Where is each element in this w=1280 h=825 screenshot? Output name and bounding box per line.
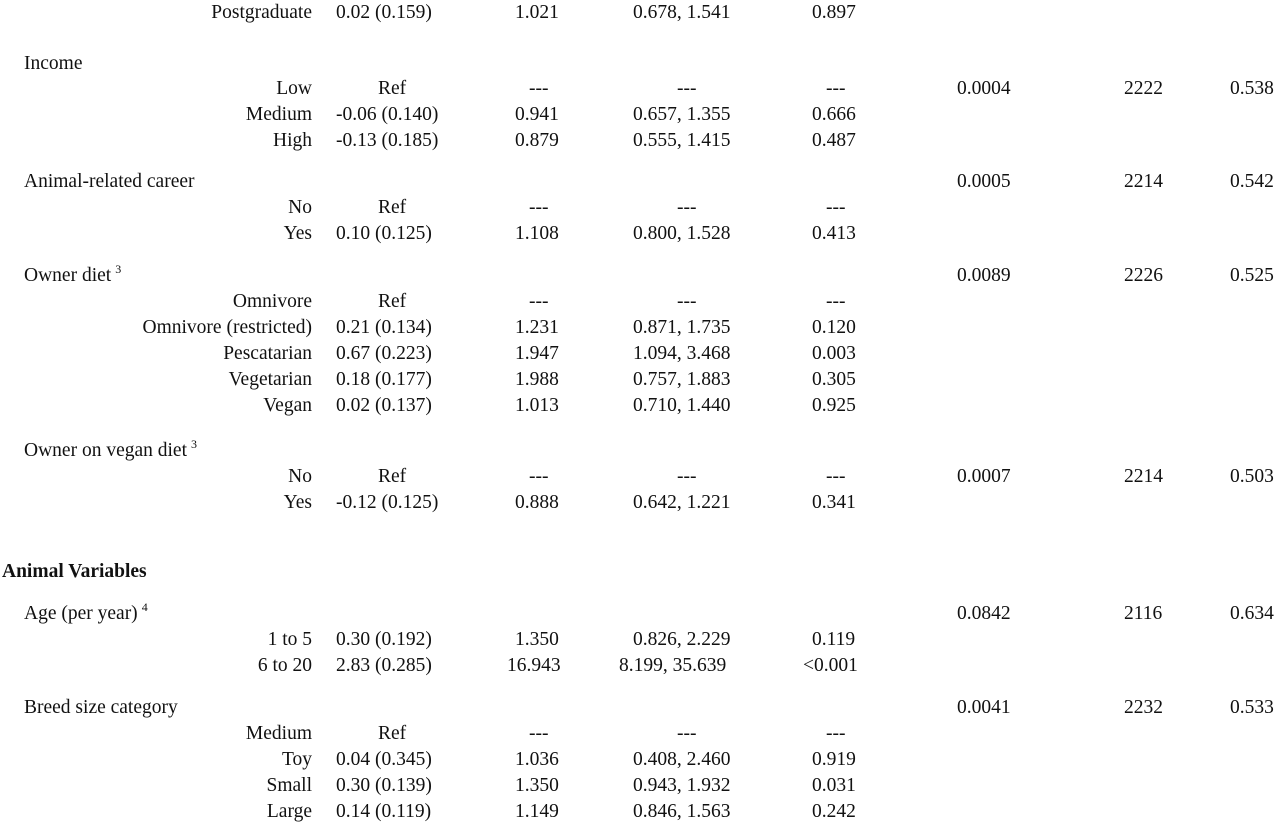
- auc-cell: 0.525: [1230, 265, 1274, 286]
- auc-cell: 0.634: [1230, 603, 1274, 624]
- or-cell: ---: [529, 197, 549, 218]
- auc-cell: 0.533: [1230, 697, 1274, 718]
- or-cell: 1.350: [515, 775, 559, 796]
- r2-cell: 0.0842: [957, 603, 1011, 624]
- n-cell: 2214: [1124, 466, 1163, 487]
- level-label: Omnivore (restricted): [142, 317, 312, 338]
- ci-cell: 0.555, 1.415: [633, 130, 731, 151]
- or-cell: ---: [529, 466, 549, 487]
- or-cell: ---: [529, 291, 549, 312]
- ci-cell: 1.094, 3.468: [633, 343, 731, 364]
- p-cell: 0.897: [812, 2, 856, 23]
- or-cell: 0.879: [515, 130, 559, 151]
- ci-cell: 0.826, 2.229: [633, 629, 731, 650]
- or-cell: 1.350: [515, 629, 559, 650]
- or-cell: 1.947: [515, 343, 559, 364]
- level-label: Vegetarian: [228, 369, 312, 390]
- level-label: Small: [266, 775, 312, 796]
- coef-cell: 0.02 (0.137): [336, 395, 432, 416]
- p-cell: ---: [826, 197, 846, 218]
- level-label: Toy: [281, 749, 312, 770]
- or-cell: 0.941: [515, 104, 559, 125]
- ci-cell: 0.846, 1.563: [633, 801, 731, 822]
- or-cell: 1.013: [515, 395, 559, 416]
- level-label: No: [288, 197, 312, 218]
- level-label: Yes: [283, 223, 312, 244]
- n-cell: 2116: [1124, 603, 1163, 624]
- coef-cell: 0.67 (0.223): [336, 343, 432, 364]
- coef-cell: -0.12 (0.125): [336, 492, 439, 513]
- n-cell: 2232: [1124, 697, 1163, 718]
- or-cell: 1.231: [515, 317, 559, 338]
- ci-cell: ---: [677, 291, 697, 312]
- p-cell: ---: [826, 291, 846, 312]
- level-label: Yes: [283, 492, 312, 513]
- ci-cell: 0.408, 2.460: [633, 749, 731, 770]
- p-cell: 0.666: [812, 104, 856, 125]
- coef-cell: Ref: [378, 291, 407, 312]
- variable-owner-diet: [24, 262, 122, 286]
- p-cell: <0.001: [803, 655, 858, 676]
- or-cell: 1.149: [515, 801, 559, 822]
- footnote-marker: 3: [115, 262, 122, 276]
- or-cell: 1.108: [515, 223, 559, 244]
- coef-cell: 2.83 (0.285): [336, 655, 432, 676]
- n-cell: 2214: [1124, 171, 1163, 192]
- or-cell: ---: [529, 78, 549, 99]
- coef-cell: 0.14 (0.119): [336, 801, 432, 822]
- coef-cell: 0.18 (0.177): [336, 369, 432, 390]
- level-label: Omnivore: [232, 291, 312, 312]
- ci-cell: ---: [677, 723, 697, 744]
- level-label: 6 to 20: [257, 655, 312, 676]
- r2-cell: 0.0007: [957, 466, 1011, 487]
- p-cell: 0.341: [812, 492, 856, 513]
- variable-career: Animal-related career: [24, 171, 195, 192]
- p-cell: 0.413: [812, 223, 856, 244]
- coef-cell: 0.21 (0.134): [336, 317, 432, 338]
- p-cell: 0.242: [812, 801, 856, 822]
- level-label: Pescatarian: [223, 343, 312, 364]
- p-cell: ---: [826, 78, 846, 99]
- ci-cell: 0.657, 1.355: [633, 104, 731, 125]
- coef-cell: 0.30 (0.192): [336, 629, 432, 650]
- p-cell: 0.925: [812, 395, 856, 416]
- p-cell: 0.919: [812, 749, 856, 770]
- coef-cell: Ref: [378, 78, 407, 99]
- auc-cell: 0.542: [1230, 171, 1274, 192]
- r2-cell: 0.0004: [957, 78, 1011, 99]
- coef-cell: Ref: [378, 197, 407, 218]
- ci-cell: 0.710, 1.440: [633, 395, 731, 416]
- coef-cell: Ref: [378, 466, 407, 487]
- p-cell: 0.487: [812, 130, 856, 151]
- ci-cell: ---: [677, 466, 697, 487]
- level-label: Vegan: [263, 395, 312, 416]
- ci-cell: 0.678, 1.541: [633, 2, 731, 23]
- r2-cell: 0.0089: [957, 265, 1011, 286]
- variable-age: [24, 600, 148, 624]
- level-label: Medium: [245, 104, 312, 125]
- variable-income: Income: [24, 53, 83, 74]
- ci-cell: ---: [677, 197, 697, 218]
- coef-cell: 0.30 (0.139): [336, 775, 432, 796]
- p-cell: ---: [826, 466, 846, 487]
- variable-title: Age (per year): [24, 603, 138, 624]
- level-label: Large: [266, 801, 312, 822]
- level-label: Postgraduate: [211, 2, 312, 23]
- coef-cell: 0.04 (0.345): [336, 749, 432, 770]
- p-cell: 0.003: [812, 343, 856, 364]
- n-cell: 2226: [1124, 265, 1163, 286]
- ci-cell: 0.871, 1.735: [633, 317, 731, 338]
- ci-cell: 0.757, 1.883: [633, 369, 731, 390]
- footnote-marker: 3: [191, 437, 197, 451]
- ci-cell: 0.642, 1.221: [633, 492, 731, 513]
- variable-title: Owner on vegan diet: [24, 440, 187, 461]
- r2-cell: 0.0005: [957, 171, 1011, 192]
- level-label: High: [273, 130, 312, 151]
- r2-cell: 0.0041: [957, 697, 1011, 718]
- p-cell: 0.120: [812, 317, 856, 338]
- or-cell: 16.943: [507, 655, 561, 676]
- variable-title: Owner diet: [24, 265, 112, 286]
- variable-breed-size: Breed size category: [24, 697, 178, 718]
- level-label: Low: [276, 78, 312, 99]
- or-cell: 1.021: [515, 2, 559, 23]
- or-cell: 0.888: [515, 492, 559, 513]
- coef-cell: Ref: [378, 723, 407, 744]
- n-cell: 2222: [1124, 78, 1163, 99]
- p-cell: ---: [826, 723, 846, 744]
- p-cell: 0.305: [812, 369, 856, 390]
- level-label: Medium: [245, 723, 312, 744]
- ci-cell: 0.800, 1.528: [633, 223, 731, 244]
- footnote-marker: 4: [141, 600, 148, 614]
- level-label: No: [288, 466, 312, 487]
- ci-cell: 8.199, 35.639: [619, 655, 727, 676]
- coef-cell: 0.02 (0.159): [336, 2, 432, 23]
- p-cell: 0.031: [812, 775, 856, 796]
- section-heading: Animal Variables: [2, 561, 147, 582]
- coef-cell: -0.13 (0.185): [336, 130, 439, 151]
- ci-cell: ---: [677, 78, 697, 99]
- variable-owner-vegan: [24, 437, 197, 461]
- auc-cell: 0.538: [1230, 78, 1274, 99]
- or-cell: ---: [529, 723, 549, 744]
- level-label: 1 to 5: [267, 629, 312, 650]
- or-cell: 1.036: [515, 749, 559, 770]
- coef-cell: 0.10 (0.125): [336, 223, 432, 244]
- or-cell: 1.988: [515, 369, 559, 390]
- auc-cell: 0.503: [1230, 466, 1274, 487]
- p-cell: 0.119: [812, 629, 856, 650]
- coef-cell: -0.06 (0.140): [336, 104, 439, 125]
- ci-cell: 0.943, 1.932: [633, 775, 731, 796]
